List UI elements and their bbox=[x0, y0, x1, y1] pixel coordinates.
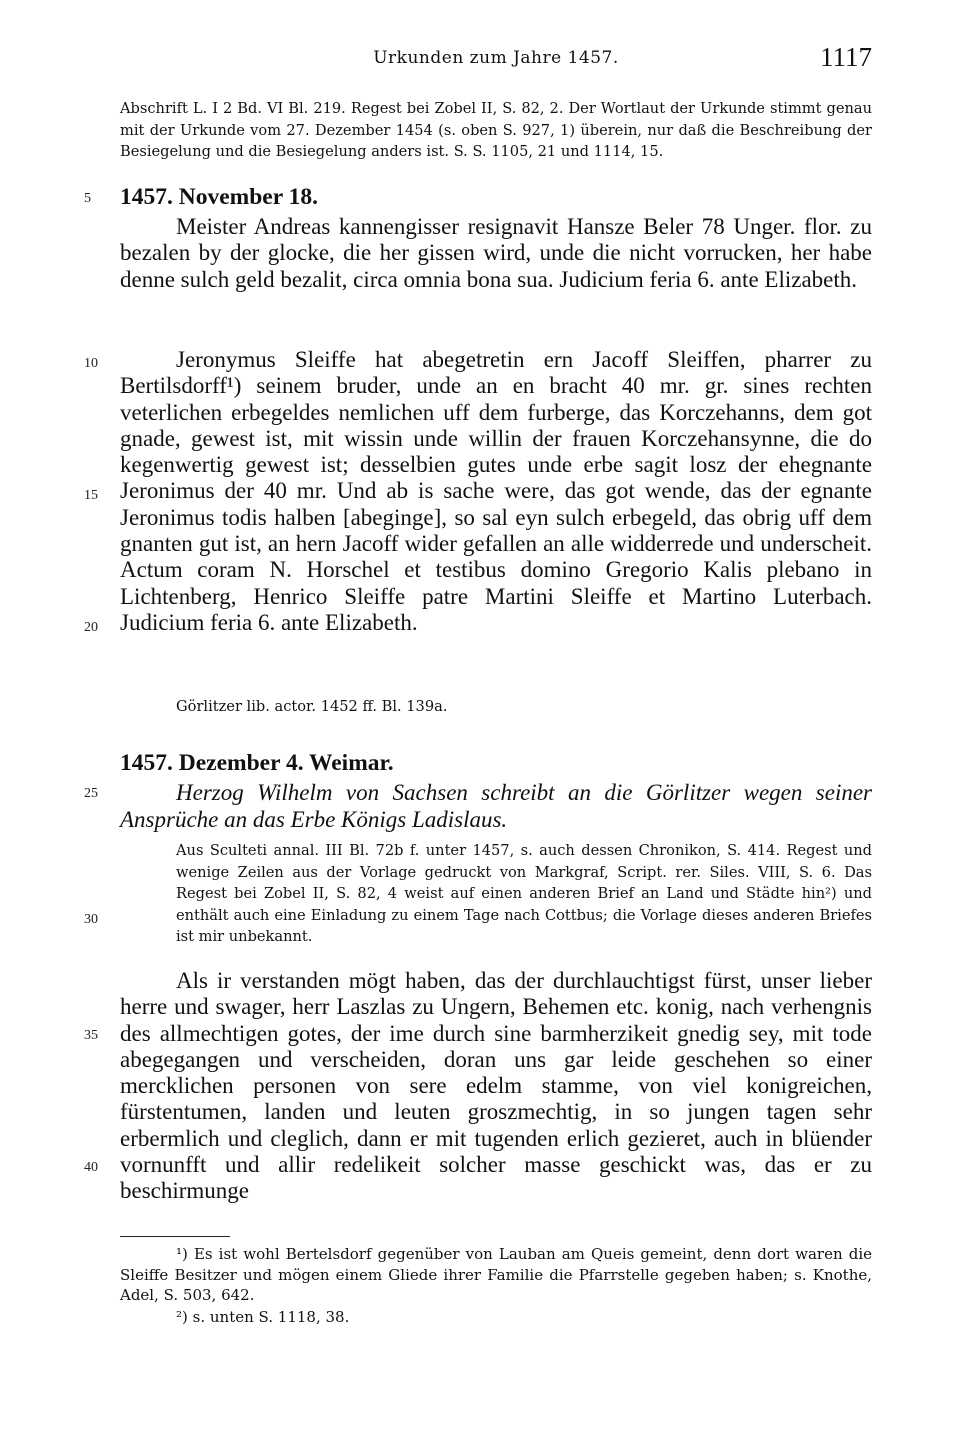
entry-1-source: Görlitzer lib. actor. 1452 ff. Bl. 139a. bbox=[176, 698, 448, 715]
entry-1-heading: 1457. November 18. bbox=[120, 184, 318, 210]
previous-document-note: Abschrift L. I 2 Bd. VI Bl. 219. Regest bei Zobel II, S. 82, 2. Der Wortlaut der Urkunde stimmt genau mit der Urkunde vom 27. Dezember 1454 (s. oben S. 927, 1) überein, nur daß die Beschreibung der Besiegelung und die Besiegelung anders ist. S. S. 1105, 21 und 1114, 15. bbox=[120, 100, 872, 161]
line-number-30: 30 bbox=[84, 912, 98, 927]
entry-1-paragraph-1: Meister Andreas kannengisser resignavit Hansze Beler 78 Unger. flor. zu bezalen by der glocke, die her gissen wird, unde die nicht vorrucken, her habe denne sulch geld bezalit, circa omnia bona sua. Judicium feria 6. ante Elizabeth. bbox=[120, 214, 872, 292]
line-number-35: 35 bbox=[84, 1028, 98, 1043]
entry-2-heading: 1457. Dezember 4. Weimar. bbox=[120, 750, 394, 776]
line-number-5: 5 bbox=[84, 191, 91, 206]
page-header bbox=[120, 38, 872, 78]
footnote-rule bbox=[120, 1236, 230, 1237]
line-number-10: 10 bbox=[84, 356, 98, 371]
line-number-25: 25 bbox=[84, 786, 98, 801]
entry-1-paragraph-2: Jeronymus Sleiffe hat abegetretin ern Jacoff Sleiffen, pharrer zu Bertilsdorff¹) seinem bruder, unde an en bracht 40 mr. gr. sines rechten veterlichen erbegeldes nemlichen uff dem furberge, das Korczehanns, dem got gnade, gewest ist, mit wissin unde willin der frauen Korczehansynne, die do kegenwertig gewest ist; desselbien gutes unde erbe sagit losz der ehegnante Jeronimus der 40 mr. Und ab is sache were, das got wende, das der egnante Jeronimus todis halben [abeginge], so sal eyn sulch erbegeld, das obrig uff dem gnanten gut ist, an hern Jacoff wider gefallen an alle widderrede und underscheit. Actum coram N. Horschel et testibus domino Gregorio Kalis plebano in Lichtenberg, Henrico Sleiffe patre Martini Sleiffe et Martino Luterbach. Judicium feria 6. ante Elizabeth. bbox=[120, 347, 872, 635]
footnote-2: ²) s. unten S. 1118, 38. bbox=[176, 1308, 350, 1326]
line-number-40: 40 bbox=[84, 1160, 98, 1175]
line-number-15: 15 bbox=[84, 488, 98, 503]
entry-2-source-note: Aus Sculteti annal. III Bl. 72b f. unter 1457, s. auch dessen Chronikon, S. 414. Regest und wenige Zeilen aus der Vorlage gedruckt von Markgraf, Script. rer. Siles. VIII, S. 6. Das Regest bei Zobel II, S. 82, 4 weist auf einen anderen Brief an Land und Städte hin²) und enthält auch eine Einladung zu einem Tage nach Cottbus; die Vorlage dieses anderen Briefes ist mir unbekannt. bbox=[176, 842, 872, 946]
line-number-20: 20 bbox=[84, 620, 98, 635]
page-number: 1117 bbox=[820, 42, 872, 72]
entry-2-text: Als ir verstanden mögt haben, das der durchlauchtigst fürst, unser lieber herre und swager, herr Laszlas zu Ungern, Behemen etc. konig, nach verhengnis des allmechtigen gotes, der ime durch sine barmherzikeit gnedig sey, mit tode abegegangen und verscheiden, doran uns gar leide geschehen so einer mercklichen personen von sere edelm stamme, von viel konigreichen, fürstentumen, landen und leuten groszmechtig, in so jungen tagen sehr erbermlich und cleglich, dann er mit tugenden erlich gezieret, auch in blüender vornunfft und allir redelikeit solcher masse geschickt was, das er zu beschirmunge bbox=[120, 968, 872, 1204]
entry-2-summary: Herzog Wilhelm von Sachsen schreibt an die Görlitzer wegen seiner Ansprüche an das Erbe Königs Ladislaus. bbox=[120, 780, 872, 832]
footnote-1: ¹) Es ist wohl Bertelsdorf gegenüber von Lauban am Queis gemeint, denn dort waren die Sleiffe Besitzer und mögen einem Gliede ihrer Familie die Pfarrstelle gegeben haben; s. Knothe, Adel, S. 503, 642. bbox=[120, 1245, 872, 1304]
running-head: Urkunden zum Jahre 1457. bbox=[373, 48, 619, 68]
